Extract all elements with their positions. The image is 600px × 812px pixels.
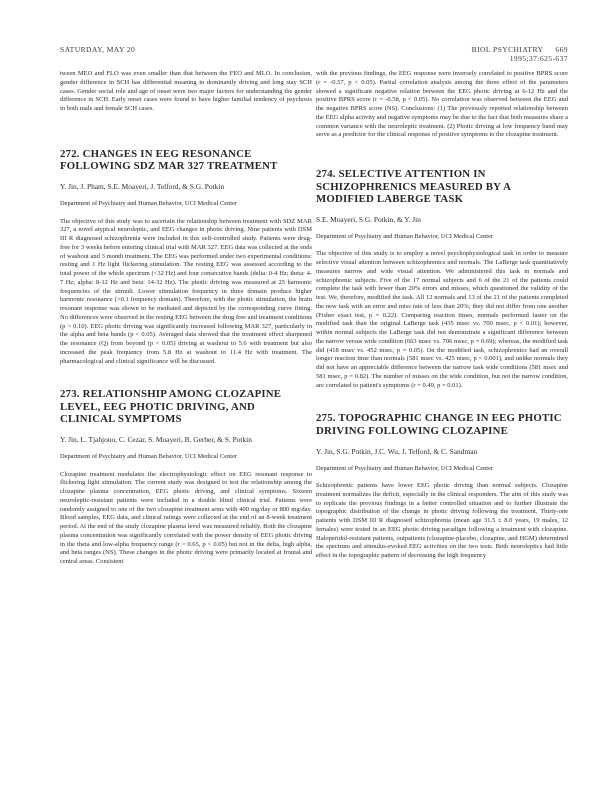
- abstract-title: 275. TOPOGRAPHIC CHANGE IN EEG PHOTIC DRIVING FOLLOWING CLOZAPINE: [316, 412, 562, 437]
- abstract-affiliation: Department of Psychiatry and Human Behavior, UCI Medical Center: [60, 199, 238, 207]
- abstract-body: Clozapine treatment modulates the electrophysiologic effect on EEG resonant response to flickering light stimulation. The current study was designed to test the relationship among the clozapine plasma concentration, EEG photic driving, and clinical symptoms. Sixteen neuroleptic-resistant patients were included in a double blind clinical trial. Patients were randomly assigned to one of the two clozapine treatment arms with 400 mg/day or 800 mg/day. Blood samples, EEG data, and clinical ratings were collected at the end of an 8-week treatment period. At the end of the study clozapine plasma level was measured reliably. Both the clozapine plasma concentration was significantly correlated with the power density of EEG photic driving in the theta and low-alpha frequency range (r > 0.65, p < 0.05) but not in the delta, high alpha, and beta ranges (NS). These changes in the photic driving were primarily located at frontal and central areas. Consistent: [60, 470, 312, 566]
- abstract-title: 273. RELATIONSHIP AMONG CLOZAPINE LEVEL, EEG PHOTIC DRIVING, AND CLINICAL SYMPTOMS: [60, 388, 282, 426]
- continued-abstract-text: tween MEO and FLO was even smaller than that between the FEO and MLO. In conclusion, gender difference in SCH has differential meaning in dominantly driving and long stay SCH cases. Gender social role and age of onset were two major factors for understanding the gender difference in SCH. Early onset cases were found to have higher familial tendency of psychosis in both male and female SCH cases.: [60, 70, 312, 112]
- abstract-authors: Y. Jin, L. Tjahjono, C. Cezar, S. Moayeri, B. Gerber, & S. Potkin: [60, 435, 252, 445]
- page-number: 669: [555, 45, 568, 54]
- continued-abstract-text: with the previous findings, the EEG response were inversely correlated to positive BPRS score (r = -0.57, p < 0.05). Partial correlation analysis among the three effect of the parameters showed a significant negative relation between the EEG photic driving at 6-12 Hz and the positive BPRS score (r = -0.58, p < 0.05). No correlation was observed between the EEG and the negative BPRS score (NS). Conclusions: (1) The previously reported relationship between the EEG alpha activity and negative symptoms may be due to the fact that both measures share a common variance with the neuroleptic treatment. (2) Photic driving at low frequency band may serve as a predictor for the clinical response of positive symptoms to the clozapine treatment.: [316, 70, 568, 139]
- abstract-body: The objective of this study is to employ a novel psychophysiological task in order to measure selective visual attention between schizophrenics and normals. The LaBerge task quantitatively measures narrow and wide visual attention. We administered this task in normals and schizophrenic subjects. Five of the 17 normal subjects and 6 of the 21 of the patients could complete the task with fewer than 20% errors and misses, which questioned the validity of the test. We, therefore, modified the task. All 12 normals and 13 of the 21 of the patients completed the new task with an error and miss rate of less than 20%; they did not differ from one another (Fisher exact test, p = 0.22). Comparing reaction times, normals performed faster on the modified task than the original LaBerge task (435 msec vs. 700 msec, p < 0.01); however, within normal subjects the LaBerge task did not demonstrate a significant difference between the narrow versus wide condition (663 msec vs. 706 msec, p = 0.69); whereas, the modified task did (418 msec vs. 452 msec, p = 0.05). On the modified task, schizophrenics had an overall longer reaction time than normals (581 msec vs. 425 msec, p < 0.001), and unlike normals they did not have an appreciable difference between the narrow task wide conditions (581 msec and 581 msec, p = 0.82). The number of misses on the wide condition, but not the narrow condition, are correlated to patient's symptoms (r = 0.49, p = 0.01).: [316, 250, 568, 389]
- abstract-authors: S.E. Moayeri, S.G. Potkin, & Y. Jin: [316, 214, 421, 224]
- journal-citation: 1995;37:625-637: [509, 54, 568, 63]
- abstract-title: 274. SELECTIVE ATTENTION IN SCHIZOPHRENICS MEASURED BY A MODIFIED LABERGE TASK: [316, 168, 511, 206]
- abstract-273: [60, 388, 312, 567]
- abstract-affiliation: Department of Psychiatry and Human Behavior, UCI Medical Center: [316, 232, 494, 240]
- abstract-body: Schizophrenic patients have lower EEG photic driving than normal subjects. Clozapine treatment normalizes the deficit, especially in the clinical responders. The aim of this study was to replicate the previous findings in a better controlled situation and to further illustrate the topographic distribution of the change in photic driving following the treatment. Thirty-one patients with DSM III R diagnosed schizophrenia (mean age 31.5 ± 8.0 years, 19 males, 12 females) were tested in an EEG photic driving paradigm following a treatment with clozapine. Haloperidol-resistant patients, outpatients (clozapine-placebo, clozapine, and HGM) determined the spectrum and stimulus-evoked EEG activities on the two tests. Both neuroleptics had little effect in the topographic pattern of decreasing the high frequency: [316, 482, 568, 560]
- running-header-right: [454, 45, 568, 63]
- abstract-authors: Y. Jin, J. Pham, S.E. Moayeri, J. Telford, & S.G. Potkin: [60, 181, 225, 191]
- abstract-274: [316, 168, 568, 390]
- abstract-authors: Y. Jin, S.G. Potkin, J.C. Wu, J. Telford, & C. Sandman: [316, 446, 478, 456]
- left-column: [60, 70, 312, 567]
- abstract-275: [316, 412, 568, 561]
- running-header-left: SATURDAY, MAY 20: [60, 45, 136, 54]
- abstract-affiliation: Department of Psychiatry and Human Behavior, UCI Medical Center: [60, 453, 238, 461]
- abstract-body: The objective of this study was to ascertain the relationship between treatment with SDZ MAR 327, a novel atypical neuroleptic, and EEG changes in photic driving. Nine patients with DSM III R diagnosed schizophrenia were included in this self-controlled study. Patients were drug-free for 3 weeks before entering clinical trial with MAR 327. EEG data was collected at the ends of washout and 3 month treatment. The EEG was performed under two experimental conditions: resting and 1 Hz light flickering stimulation. The resting EEG was assessed according to the total power of the whole spectrum (<32 Hz) and four consecutive bands (delta: 0-4 Hz; theta: 4-7 Hz; alpha: 8-12 Hz and beta: 14-32 Hz). The photic driving was measured at 25 harmonic frequencies of the stimuli. Lower stimulation frequency in three domain produce higher harmonic resonance (>0.1 frequency domain). Therefore, with the photic stimulation, the brain resonant response was shown to be mediated and depicted by the corresponding curve fitting. No differences were observed in the resting EEG between the drug free and treatment conditions (p > 0.10). EEG photic driving was significantly increased following MAR 327, particularly in the alpha and beta bands (p < 0.05). Averaged data showed that the treatment effect sharpened the resonance (Q) from beyond (p < 0.05) driving at washout to 5.6 with treatment but also increased the peak frequency from 5.8 Hz at washout to 11.4 Hz with treatment. The pharmacological and clinical significance will be discussed.: [60, 217, 312, 365]
- abstract-272: [60, 148, 312, 367]
- abstract-affiliation: Department of Psychiatry and Human Behavior, UCI Medical Center: [316, 464, 494, 472]
- journal-name: BIOL PSYCHIATRY: [471, 45, 544, 54]
- right-column: [316, 70, 568, 561]
- abstract-title: 272. CHANGES IN EEG RESONANCE FOLLOWING SDZ MAR 327 TREATMENT: [60, 147, 278, 173]
